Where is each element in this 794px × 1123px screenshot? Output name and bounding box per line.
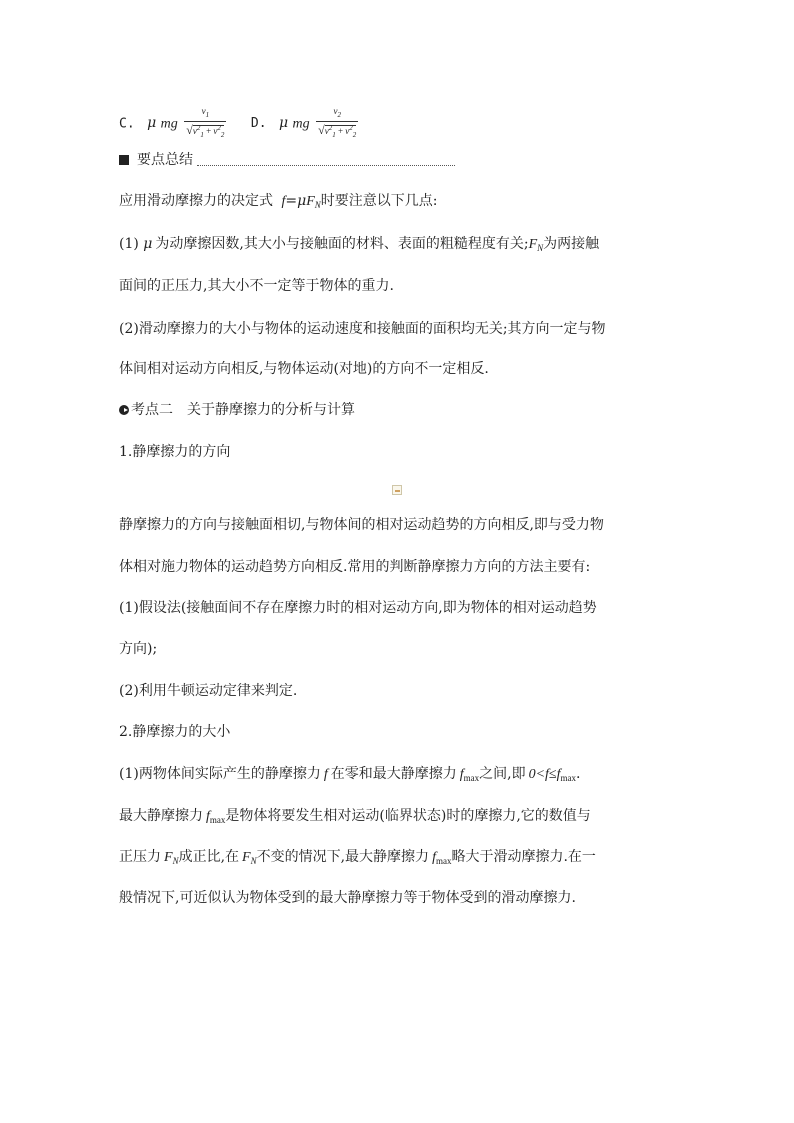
section-2-title: 2.静摩擦力的大小 <box>119 724 231 740</box>
point-1-line-2: 面间的正压力,其大小不一定等于物体的重力. <box>119 278 394 294</box>
size-line-2: 最大静摩擦力 $f_{max}$是物体将要发生相对运动(临界状态)时的摩擦力,它的数值与 <box>119 808 591 825</box>
option-d-mg: mg <box>292 116 310 132</box>
option-d-mu: μ <box>278 115 289 132</box>
direction-line-1: 静摩擦力的方向与接触面相切,与物体间的相对运动趋势的方向相反,即与受力物 <box>119 517 604 533</box>
size-line-3: 正压力 $F_N$成正比,在 $F_N$不变的情况下,最大静摩擦力 $f_{max}$略大于滑动摩擦力.在一 <box>119 849 596 866</box>
square-bullet-icon <box>119 155 129 165</box>
point-2-line-2: 体间相对运动方向相反,与物体运动(对地)的方向不一定相反. <box>119 361 489 377</box>
option-c-mu: μ <box>147 115 157 132</box>
option-d-fraction: $\frac{v_2}{√v^2_1 + v^2_2}$ <box>318 106 357 139</box>
option-c-label: C. <box>119 116 135 132</box>
section-1-title: 1.静摩擦力的方向 <box>119 444 231 460</box>
method-1-line-1: (1)假设法(接触面间不存在摩擦力时的相对运动方向,即为物体的相对运动趋势 <box>119 600 597 616</box>
direction-line-2: 体相对施力物体的运动趋势方向相反.常用的判断静摩擦力方向的方法主要有: <box>119 559 591 575</box>
method-2: (2)利用牛顿运动定律来判定. <box>119 683 298 699</box>
intro-line: 应用滑动摩擦力的决定式 $f=\mu F_N$时要注意以下几点: <box>119 193 438 210</box>
size-line-1: (1)两物体间实际产生的静摩擦力 f 在零和最大静摩擦力 $f_{max}$之间,即 $0<f\le f_{max}$. <box>119 766 581 783</box>
kaodian-heading: 考点二 关于静摩擦力的分析与计算 <box>119 400 355 420</box>
summary-heading-text: 要点总结 <box>137 152 193 168</box>
circle-arrow-icon <box>119 405 129 415</box>
option-c-fraction: $\frac{v_1}{√v^2_1 + v^2_2}$ <box>186 106 225 139</box>
method-1-line-2: 方向); <box>119 641 158 657</box>
dotted-leader <box>197 155 455 166</box>
option-d-label: D. <box>250 116 267 132</box>
size-line-4: 般情况下,可近似认为物体受到的最大静摩擦力等于物体受到的滑动摩擦力. <box>119 890 576 906</box>
point-1-line-1: (1) μ 为动摩擦因数,其大小与接触面的材料、表面的粗糙程度有关$;F_N$为两接触 <box>119 236 600 253</box>
options-line <box>119 106 358 141</box>
broken-image-icon <box>392 485 402 495</box>
point-2-line-1: (2)滑动摩擦力的大小与物体的运动速度和接触面的面积均无关;其方向一定与物 <box>119 321 606 337</box>
option-c-mg: mg <box>160 116 178 132</box>
summary-heading <box>119 150 455 170</box>
